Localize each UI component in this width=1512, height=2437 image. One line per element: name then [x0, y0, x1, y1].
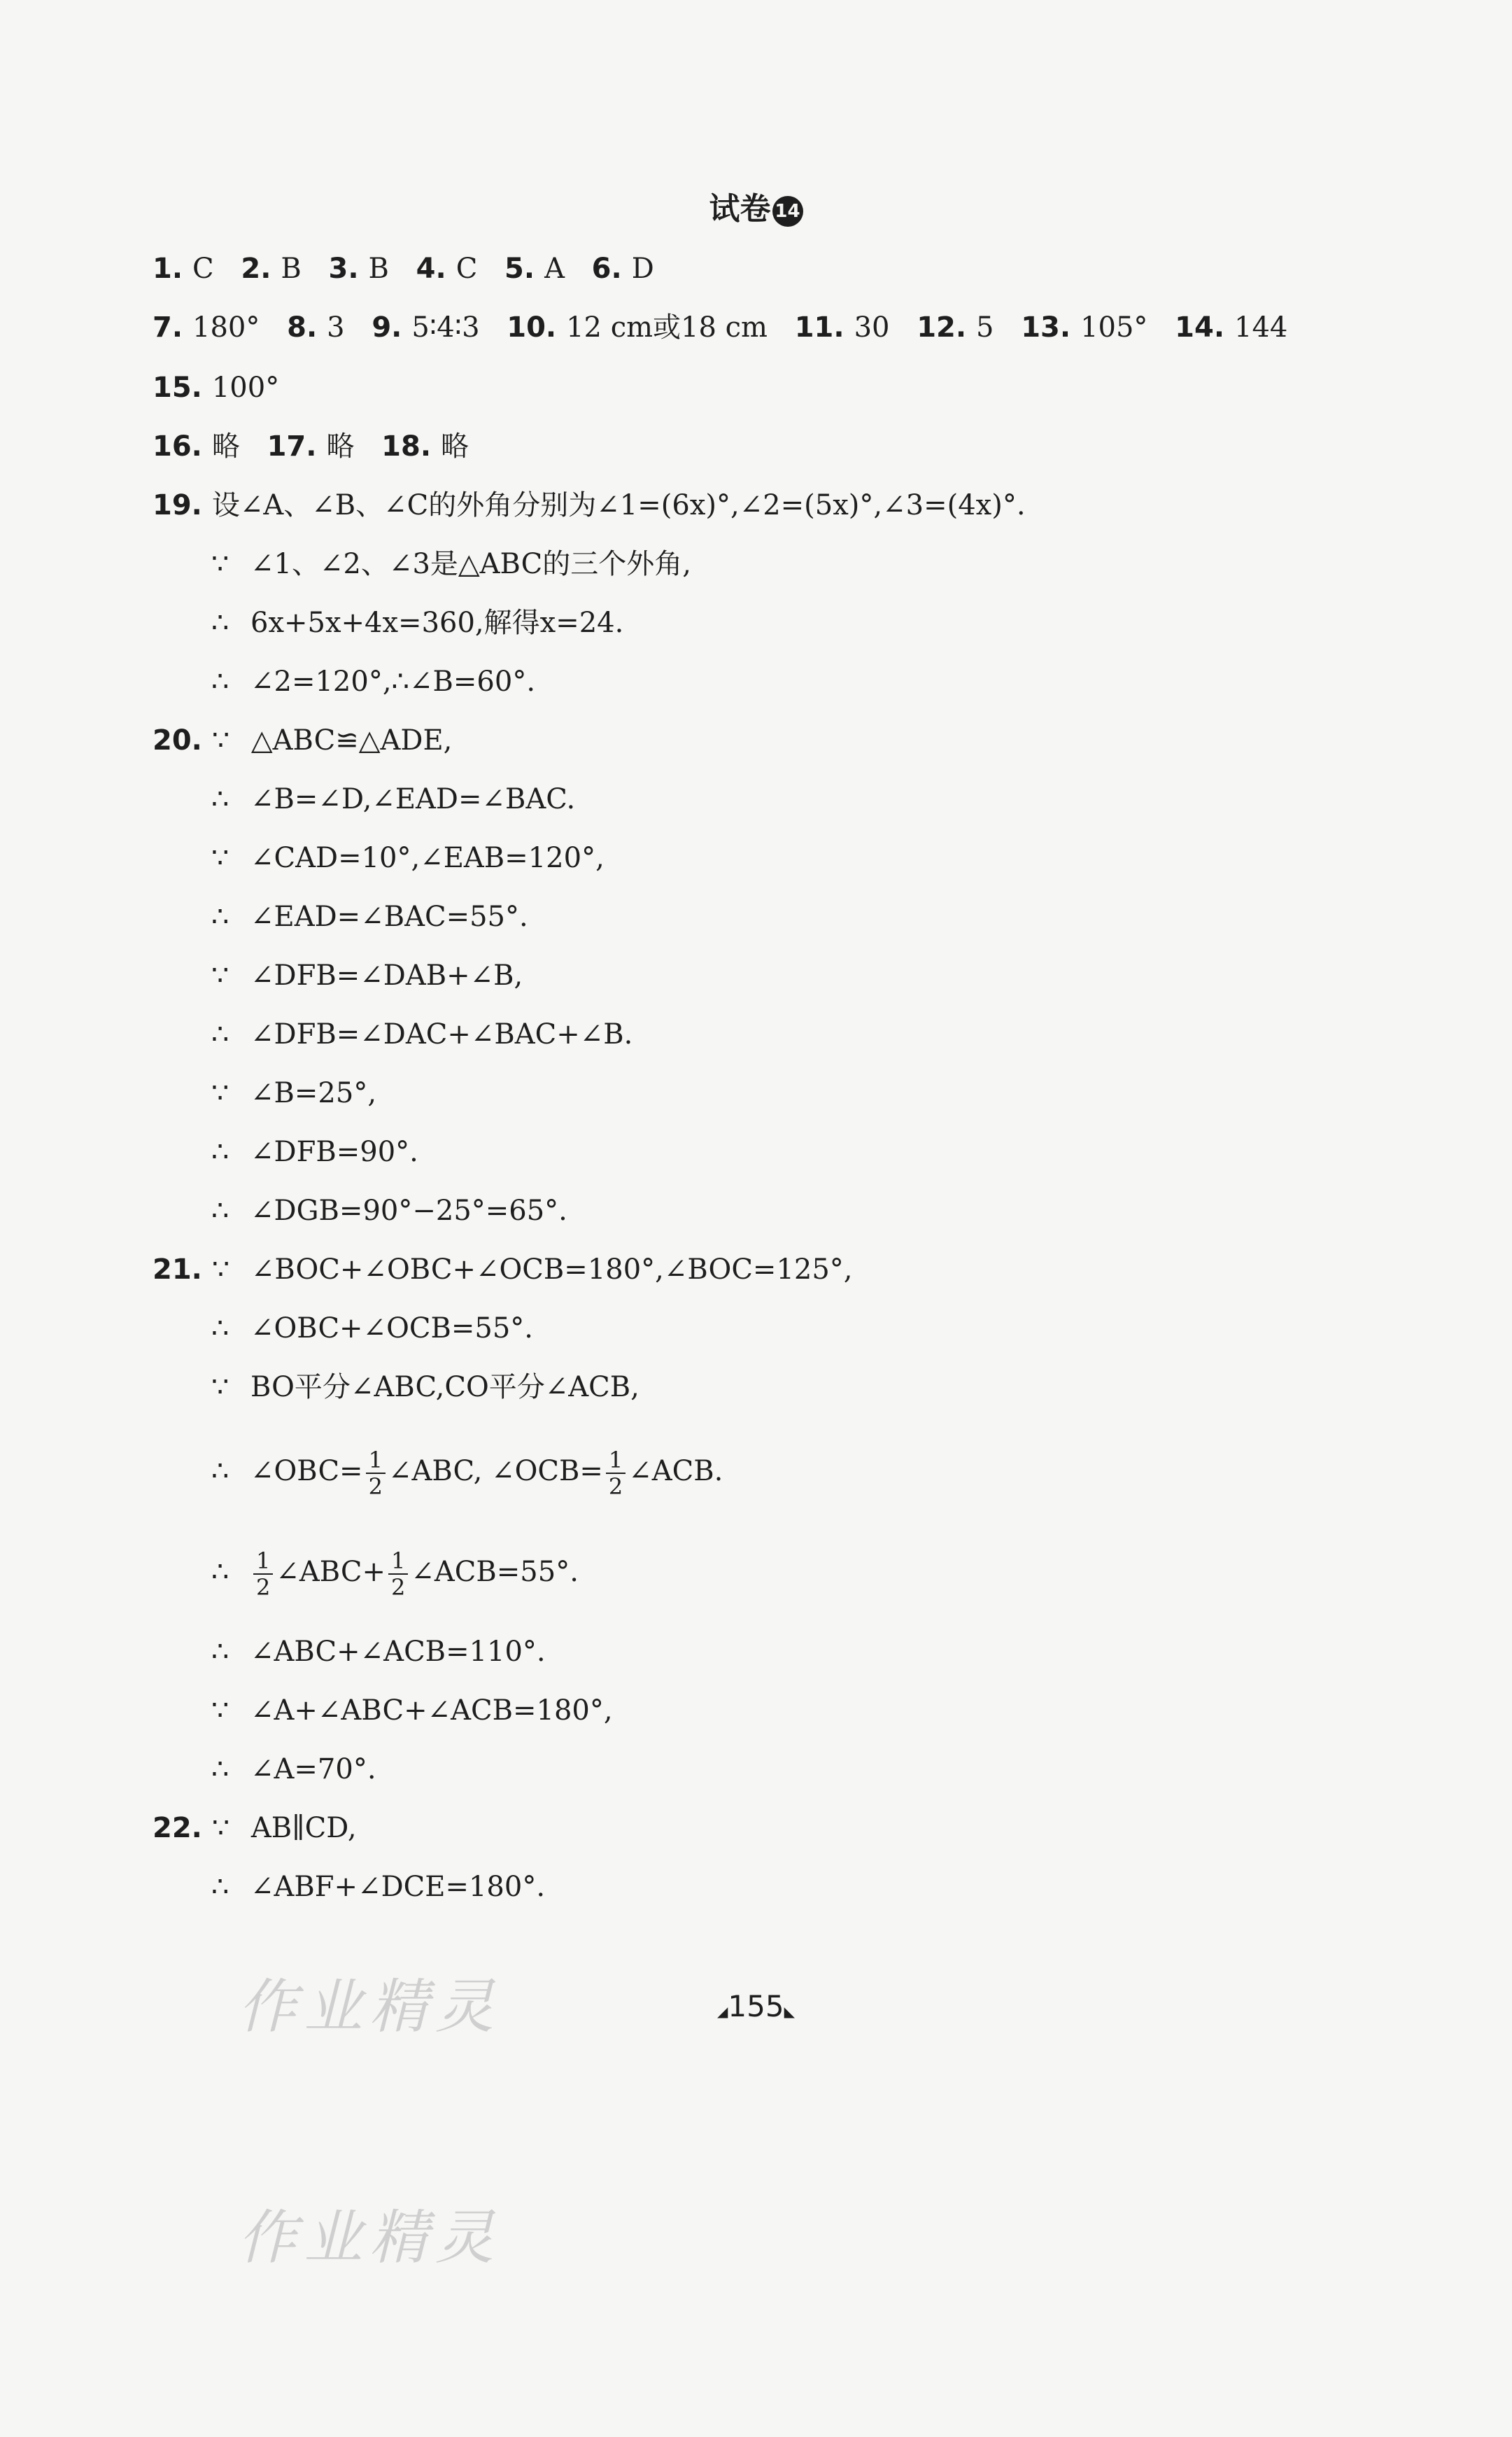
q19-step: ∵ ∠1、∠2、∠3是△ABC的三个外角,	[211, 545, 691, 584]
therefore-symbol: ∴	[211, 666, 229, 698]
q-answer: C	[192, 253, 214, 285]
q-number: 22.	[153, 1812, 202, 1844]
fraction: $\frac{1}{2}$	[253, 1548, 273, 1600]
q-number: 15.	[153, 372, 202, 404]
q-number: 12.	[917, 311, 967, 344]
because-symbol: ∵	[211, 724, 230, 757]
q-answer: 5∶4∶3	[411, 311, 480, 344]
q20-step: ∵ ∠DFB=∠DAB+∠B,	[211, 960, 523, 992]
q19-step: ∴ 6x+5x+4x=360,解得x=24.	[211, 603, 623, 642]
q-number: 14.	[1175, 311, 1225, 344]
q-answer: 略	[211, 430, 240, 463]
because-symbol: ∵	[211, 548, 229, 580]
q-answer: 略	[441, 430, 469, 463]
answer-row-2	[153, 308, 1306, 347]
q-number: 16.	[153, 430, 202, 463]
q-number: 13.	[1021, 311, 1071, 344]
q-number: 8.	[287, 311, 318, 344]
q20-step: ∴ ∠DFB=90°.	[211, 1136, 418, 1168]
answer-row-3	[153, 368, 297, 407]
q-number: 7.	[153, 311, 183, 344]
q-answer: 12 cm或18 cm	[566, 311, 768, 344]
title-number-badge: 14	[772, 196, 803, 227]
q-answer: 144	[1234, 311, 1288, 344]
q-number: 3.	[328, 253, 359, 285]
q19-step: ∴ ∠2=120°,∴∠B=60°.	[211, 662, 535, 701]
because-symbol: ∵	[211, 1812, 230, 1844]
q22-step: ∴ ∠ABF+∠DCE=180°.	[211, 1871, 546, 1903]
q21-step: ∵ BO平分∠ABC,CO平分∠ACB,	[211, 1371, 640, 1403]
q21-step: ∵ ∠A+∠ABC+∠ACB=180°,	[211, 1694, 613, 1727]
q-number: 11.	[794, 311, 845, 344]
q21-step: ∴ ∠A=70°.	[211, 1753, 376, 1785]
right-triangle-icon: ◣	[784, 2003, 795, 2020]
q-answer: C	[455, 253, 478, 285]
q-answer: B	[368, 253, 389, 285]
q-number: 19.	[153, 489, 202, 521]
q-answer: 略	[326, 430, 355, 463]
q-answer: 5	[976, 311, 994, 344]
q-number: 17.	[267, 430, 317, 463]
left-triangle-icon: ◢	[717, 2003, 728, 2020]
q19-statement: 设∠A、∠B、∠C的外角分别为∠1=(6x)°,∠2=(5x)°,∠3=(4x)°.	[211, 489, 1026, 521]
watermark: 作业精灵	[238, 2203, 502, 2272]
q-number: 10.	[507, 311, 557, 344]
q22-heading: 22. ∵ AB∥CD,	[153, 1809, 357, 1848]
fraction: $\frac{1}{2}$	[606, 1447, 626, 1499]
q20-step: ∴ ∠DGB=90°−25°=65°.	[211, 1195, 567, 1227]
q-answer: 3	[327, 311, 345, 344]
q-answer: D	[631, 253, 654, 285]
answer-row-1	[153, 249, 672, 288]
watermark: 作业精灵	[238, 1972, 502, 2041]
q-number: 1.	[153, 253, 183, 285]
q20-step: ∵ ∠CAD=10°,∠EAB=120°,	[211, 842, 605, 874]
q-answer: 180°	[192, 311, 260, 344]
q19-heading	[153, 486, 1026, 525]
q-answer: 105°	[1080, 311, 1148, 344]
q-answer: A	[544, 253, 565, 285]
q-answer: B	[281, 253, 302, 285]
q20-step: ∴ ∠B=∠D,∠EAD=∠BAC.	[211, 783, 576, 815]
q21-step-fraction: ∴ ∠OBC= $\frac{1}{2}$ ∠ABC, ∠OCB= $\frac{1}{2}$ ∠ACB.	[211, 1447, 723, 1500]
therefore-symbol: ∴	[211, 607, 229, 639]
fraction: $\frac{1}{2}$	[366, 1447, 386, 1499]
q21-step: ∴ ∠OBC+∠OCB=55°.	[211, 1312, 534, 1344]
title-text: 试卷	[709, 191, 771, 227]
answer-row-4	[153, 427, 487, 466]
page-title	[0, 183, 1512, 228]
q20-step: ∵ ∠B=25°,	[211, 1077, 377, 1109]
q-number: 18.	[381, 430, 432, 463]
q21-step-fraction: ∴ $\frac{1}{2}$ ∠ABC+ $\frac{1}{2}$ ∠ACB=55°.	[211, 1547, 579, 1601]
q20-step: ∴ ∠EAD=∠BAC=55°.	[211, 901, 528, 933]
page-number: ◢155◣	[717, 1989, 795, 2023]
q-number: 9.	[372, 311, 402, 344]
q20-step: ∴ ∠DFB=∠DAC+∠BAC+∠B.	[211, 1018, 633, 1051]
q21-heading: 21. ∵ ∠BOC+∠OBC+∠OCB=180°,∠BOC=125°,	[153, 1250, 853, 1289]
fraction: $\frac{1}{2}$	[388, 1548, 408, 1600]
q-number: 2.	[241, 253, 271, 285]
q-number: 20.	[153, 724, 202, 757]
q-number: 5.	[504, 253, 535, 285]
q-number: 4.	[416, 253, 446, 285]
q-answer: 100°	[211, 372, 280, 404]
because-symbol: ∵	[211, 1253, 230, 1286]
q-answer: 30	[854, 311, 890, 344]
q-number: 6.	[591, 253, 622, 285]
q20-heading: 20. ∵ △ABC≌△ADE,	[153, 721, 452, 760]
q-number: 21.	[153, 1253, 202, 1286]
q21-step: ∴ ∠ABC+∠ACB=110°.	[211, 1636, 546, 1668]
